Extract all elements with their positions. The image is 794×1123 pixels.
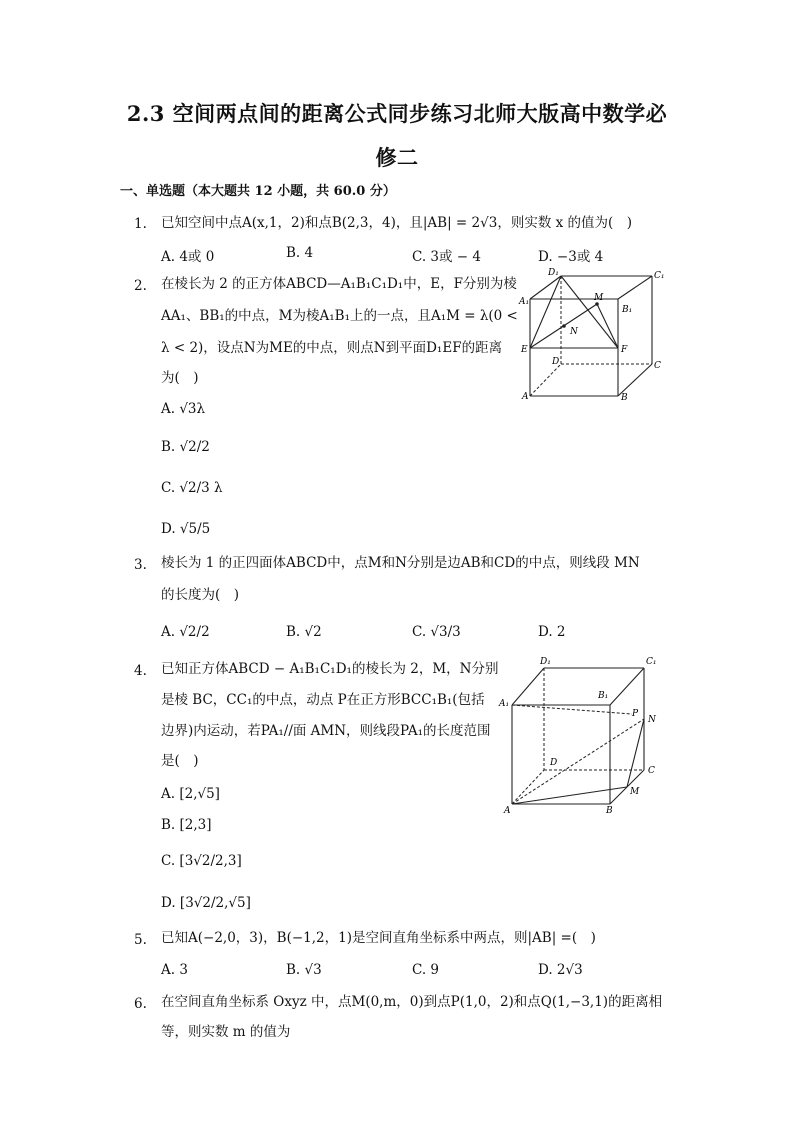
question-text: 在空间直角坐标系 Oxyz 中，点M(0,m，0)到点P(1,0，2)和点Q(1,−3,1)的距离相 xyxy=(161,994,663,1010)
option-d: D. 2√3 xyxy=(538,962,583,978)
question-text: 边界)内运动，若PA₁//面 AMN，则线段PA₁的长度范围 xyxy=(161,723,491,739)
cube-figure-1 xyxy=(518,266,666,404)
cube-figure-2 xyxy=(498,652,666,818)
question-text: 为( ) xyxy=(161,370,199,386)
figure-label: B₁ xyxy=(598,691,609,701)
figure-label: E xyxy=(521,345,528,355)
option-b: B. √3 xyxy=(286,962,322,978)
option-b: B. 4 xyxy=(286,245,314,261)
section-header: 一、单选题（本大题共 12 小题，共 60.0 分） xyxy=(120,184,396,199)
page-title-line1: 2.3 空间两点间的距离公式同步练习北师大版高中数学必 xyxy=(126,101,668,126)
option-d: D. −3或 4 xyxy=(538,249,604,265)
question-text: 已知A(−2,0，3)，B(−1,2，1)是空间直角坐标系中两点，则|AB| =( ) xyxy=(161,930,596,946)
option-b: B. √2/2 xyxy=(161,439,210,455)
figure-label: C₁ xyxy=(654,271,665,281)
option-a: A. [2,√5] xyxy=(161,786,220,802)
option-a: A. 4或 0 xyxy=(161,249,215,265)
question-text: 在棱长为 2 的正方体ABCD—A₁B₁C₁D₁中，E，F分别为棱 xyxy=(161,276,517,292)
option-d: D. 2 xyxy=(538,624,566,640)
question-text: λ < 2)，设点N为ME的中点，则点N到平面D₁EF的距离 xyxy=(161,340,503,356)
figure-label: D₁ xyxy=(548,268,559,278)
figure-label: B xyxy=(621,393,628,403)
figure-label: A₁ xyxy=(519,297,530,307)
question-number: 4. xyxy=(134,663,147,679)
figure-label: C₁ xyxy=(646,657,657,667)
question-number: 6. xyxy=(134,996,147,1012)
question-text: 已知正方体ABCD − A₁B₁C₁D₁的棱长为 2，M，N分别 xyxy=(161,661,499,677)
option-d: D. [3√2/2,√5] xyxy=(161,895,251,911)
question-text: 是棱 BC，CC₁的中点，动点 P在正方形BCC₁B₁(包括 xyxy=(161,692,485,708)
question-number: 1. xyxy=(134,216,147,232)
page-title-line2: 修二 xyxy=(375,145,419,170)
figure-label: D xyxy=(552,357,560,367)
question-text: 棱长为 1 的正四面体ABCD中，点M和N分别是边AB和CD的中点，则线段 MN xyxy=(161,555,640,571)
figure-label: C xyxy=(654,361,661,371)
question-text: 已知空间中点A(x,1，2)和点B(2,3，4)，且|AB| = 2√3，则实数 x 的值为( ) xyxy=(161,215,633,231)
option-b: B. √2 xyxy=(286,624,322,640)
figure-label: B xyxy=(606,806,613,816)
question-text: AA₁、BB₁的中点，M为棱A₁B₁上的一点，且A₁M = λ(0 < xyxy=(161,308,518,324)
option-a: A. √3λ xyxy=(161,401,206,417)
option-c: C. [3√2/2,3] xyxy=(161,853,242,869)
option-d: D. √5/5 xyxy=(161,521,211,537)
question-text: 是( ) xyxy=(161,753,199,769)
figure-label: F xyxy=(621,345,628,355)
option-c: C. 9 xyxy=(412,962,440,978)
question-text: 的长度为( ) xyxy=(161,587,240,603)
question-number: 3. xyxy=(134,557,147,573)
option-a: A. 3 xyxy=(161,962,188,978)
question-number: 5. xyxy=(134,932,147,948)
figure-label: A₁ xyxy=(499,699,510,709)
question-text: 等，则实数 m 的值为 xyxy=(161,1024,291,1040)
figure-label: M xyxy=(594,293,604,303)
figure-label: D₁ xyxy=(540,657,551,667)
figure-label: P xyxy=(632,709,639,719)
figure-label: A xyxy=(504,806,511,816)
figure-label: N xyxy=(570,327,578,337)
option-a: A. √2/2 xyxy=(161,624,210,640)
figure-label: M xyxy=(630,787,640,797)
figure-label: N xyxy=(648,715,656,725)
option-c: C. 3或 − 4 xyxy=(412,249,482,265)
option-c: C. √3/3 xyxy=(412,624,461,640)
option-c: C. √2/3 λ xyxy=(161,480,223,496)
question-number: 2. xyxy=(134,278,147,294)
figure-label: B₁ xyxy=(622,305,633,315)
figure-label: C xyxy=(648,766,655,776)
figure-label: A xyxy=(522,392,529,402)
figure-label: D xyxy=(550,758,558,768)
option-b: B. [2,3] xyxy=(161,817,212,833)
